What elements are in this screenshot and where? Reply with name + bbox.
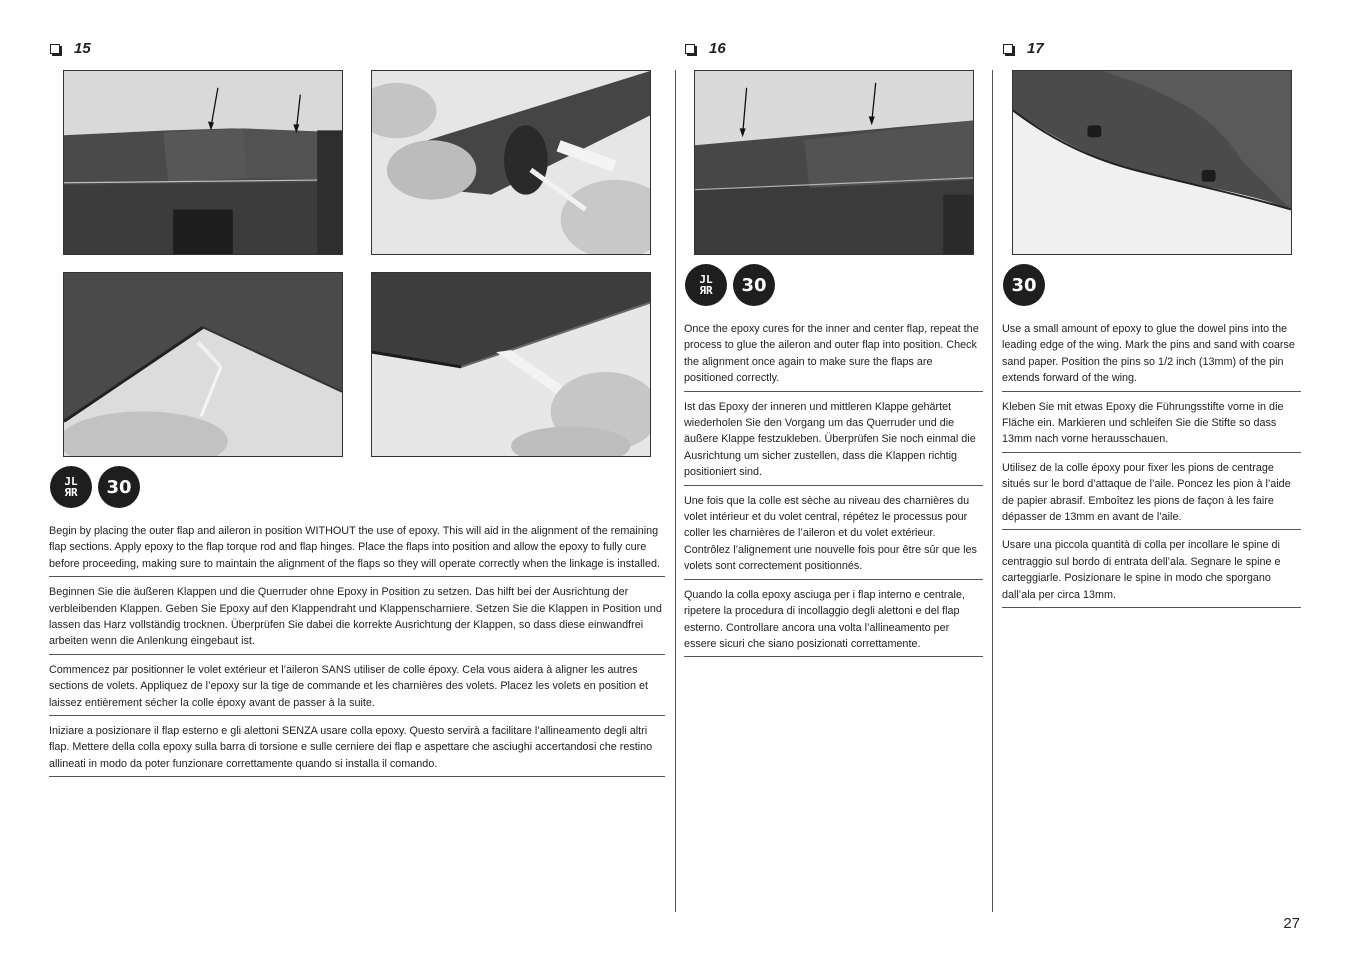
step-17-instructions (1002, 318, 1301, 612)
instruction-fr: Utilisez de la colle époxy pour fixer les pions de centrage situés sur le bord d’attaque de l’aile. Poncez les pion à l’aide de papier abrasif. Emboîtez les pions de façon à les faire dépasser de 13mm en avant de l’aile. (1002, 457, 1301, 531)
photo-wing-edge-hinge (371, 272, 651, 457)
step-16-heading (685, 40, 726, 57)
step-17-heading (1003, 40, 1044, 57)
instruction-en: Use a small amount of epoxy to glue the dowel pins into the leading edge of the wing. Mark the pins and sand with coarse sand paper. Position the pins so 1/2 inch (13mm) of the pin extends forward of the wing. (1002, 318, 1301, 392)
column-divider-1 (675, 70, 676, 912)
step-16-instructions (684, 318, 983, 661)
photo-aileron-outer-flap (694, 70, 974, 255)
photo-hand-torque-rod (371, 70, 651, 255)
mix-epoxy-icon: JL ЯR (50, 466, 92, 508)
instruction-en: Once the epoxy cures for the inner and center flap, repeat the process to glue the aileron and outer flap into position. Check the alignment once again to make sure the flaps are positioned correctly. (684, 318, 983, 392)
epoxy-30-minute-icon: 30 (98, 466, 140, 508)
instruction-fr: Une fois que la colle est sèche au niveau des charnières du volet intérieur et du volet central, répétez le processus pour coller les charnières de l’aileron et du volet extérieur. Contrôlez l’alignement une nouvelle fois pour être sûr que les volets sont correctement positionnés. (684, 490, 983, 580)
photo-wing-flaps-arrows (63, 70, 343, 255)
photo-inserting-hinge (63, 272, 343, 457)
instruction-fr: Commencez par positionner le volet extérieur et l’aileron SANS utiliser de colle époxy. Cela vous aidera à aligner les autres sections de volets. Appliquez de l’epoxy sur la tige de commande et les charnières des volets. Placez les volets en position et laissez entièrement sécher la colle époxy avant de passer à la suite. (49, 659, 665, 716)
instruction-de: Ist das Epoxy der inneren und mittleren Klappe gehärtet wiederholen Sie den Vorgang um das Querruder und die äußere Klappe festzukleben. Überprüfen Sie noch einmal die Ausrichtung um sicher zustellen, dass die Klappen richtig positioniert sind. (684, 396, 983, 486)
instruction-it: Iniziare a posizionare il flap esterno e gli alettoni SENZA usare colla epoxy. Questo servirà a facilitare l’allineamento degli altri flap. Mettere della colla epoxy sulla barra di torsione e sulle cerniere dei flap e aspettare che asciughi accertandosi che restino allineati in modo da poter funzionare correttamente quando si installa il comando. (49, 720, 665, 777)
checkbox-icon[interactable] (50, 44, 60, 54)
instruction-de: Beginnen Sie die äußeren Klappen und die Querruder ohne Epoxy in Position zu setzen. Das hilft bei der Ausrichtung der verbleibenden Klappen. Geben Sie Epoxy auf den Klappendraht und Klappenscharniere. Setzen Sie die Klappen in Position und lassen das Harz vollständig trocknen. Überprüfen Sie dabei die korrekte Ausrichtung der Klappen, so dass diese einwandfrei arbeiten wenn die Anlenkung eingebaut ist. (49, 581, 665, 655)
mix-epoxy-icon: JL ЯR (685, 264, 727, 306)
epoxy-30-minute-icon: 30 (733, 264, 775, 306)
step-number: 16 (709, 40, 726, 57)
instruction-it: Quando la colla epoxy asciuga per i flap interno e centrale, ripetere la procedura di incollaggio degli alettoni e del flap esterno. Controllare ancora una volta l’allineamento per essere sicuri che siano posizionati correttamente. (684, 584, 983, 658)
step-number: 15 (74, 40, 91, 57)
step-15-heading (50, 40, 91, 57)
column-divider-2 (992, 70, 993, 912)
checkbox-icon[interactable] (1003, 44, 1013, 54)
instruction-en: Begin by placing the outer flap and aileron in position WITHOUT the use of epoxy. This will aid in the alignment of the remaining flap sections. Apply epoxy to the flap torque rod and flap hinges. Place the flaps into position and allow the epoxy to fully cure before proceeding, making sure to maintain the alignment of the flaps so they will operate correctly when the linkage is installed. (49, 520, 665, 577)
page-number: 27 (1283, 915, 1300, 932)
epoxy-30-minute-icon: 30 (1003, 264, 1045, 306)
step-number: 17 (1027, 40, 1044, 57)
photo-dowel-pins (1012, 70, 1292, 255)
instruction-it: Usare una piccola quantità di colla per incollare le spine di centraggio sul bordo di entrata dell’ala. Segnare le spine e carteggiarle. Posizionare le spine in modo che sporgano dall’ala per circa 13mm. (1002, 534, 1301, 608)
checkbox-icon[interactable] (685, 44, 695, 54)
instruction-de: Kleben Sie mit etwas Epoxy die Führungsstifte vorne in die Fläche ein. Markieren und schleifen Sie die Stifte so dass 13mm nach vorne herausschauen. (1002, 396, 1301, 453)
step-15-instructions (49, 520, 665, 781)
